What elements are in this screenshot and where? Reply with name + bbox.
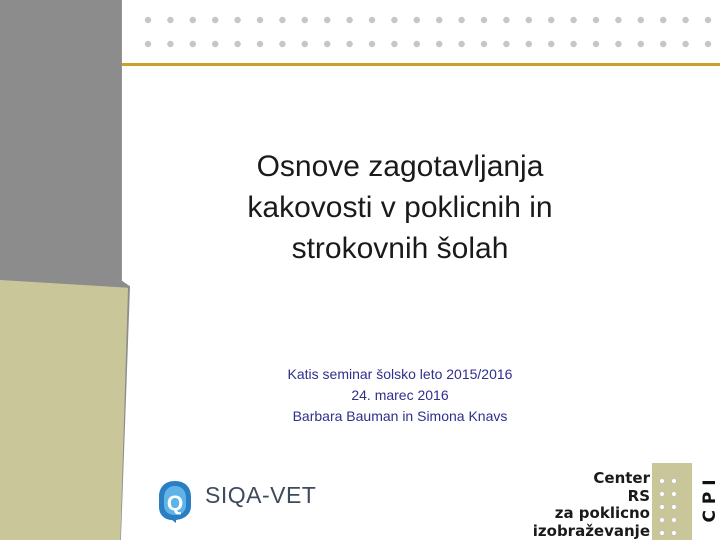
decor-dot: [190, 41, 196, 47]
decor-dot: [481, 17, 487, 23]
decor-dot: [190, 17, 196, 23]
decor-dot: [660, 17, 666, 23]
decor-dot: [682, 17, 688, 23]
slide-subtitle: [230, 364, 570, 427]
decor-dot: [167, 17, 173, 23]
decor-dot: [436, 17, 442, 23]
decor-dot: [660, 41, 666, 47]
decor-dot: [324, 17, 330, 23]
cpi-line: za poklicno: [554, 504, 650, 522]
left-olive-band: [0, 280, 128, 540]
title-line: Osnove zagotavljanja: [256, 150, 544, 183]
decor-dot: [526, 17, 532, 23]
slide-title: [180, 146, 620, 269]
decor-dot: [391, 41, 397, 47]
gold-rule: [122, 63, 720, 66]
top-dot-pattern: [136, 12, 720, 52]
decor-dot: [302, 17, 308, 23]
cpi-wordmark: [510, 470, 650, 540]
decor-dot: [369, 17, 375, 23]
decor-dot: [458, 17, 464, 23]
decor-dot: [324, 41, 330, 47]
decor-dot: [638, 41, 644, 47]
decor-dot: [257, 41, 263, 47]
decor-dot: [570, 41, 576, 47]
decor-dot: [615, 41, 621, 47]
decor-dot: [615, 17, 621, 23]
siqa-vet-logo: [158, 478, 328, 526]
cpi-line: Center: [593, 469, 650, 487]
decor-dot: [526, 41, 532, 47]
decor-dot: [145, 17, 151, 23]
decor-dot: [212, 17, 218, 23]
decor-dot: [570, 17, 576, 23]
decor-dot: [481, 41, 487, 47]
decor-dot: [234, 41, 240, 47]
decor-dot: [302, 41, 308, 47]
decor-dot: [548, 41, 554, 47]
decor-dot: [593, 17, 599, 23]
cpi-badge-icon: [652, 463, 720, 540]
decor-dot: [234, 17, 240, 23]
decor-dot: [682, 41, 688, 47]
svg-text:Q: Q: [166, 492, 184, 515]
subtitle-event: Katis seminar šolsko leto 2015/2016: [287, 366, 513, 382]
decor-dot: [346, 17, 352, 23]
decor-dot: [257, 17, 263, 23]
cpi-line: izobraževanje: [532, 521, 650, 540]
siqa-q-icon: [158, 480, 192, 524]
decor-dot: [705, 17, 711, 23]
decor-dot: [414, 41, 420, 47]
decor-dot: [638, 17, 644, 23]
decor-dot: [503, 41, 509, 47]
decor-dot: [458, 41, 464, 47]
decor-dot: [145, 41, 151, 47]
subtitle-date: 24. marec 2016: [351, 387, 449, 403]
decor-dot: [436, 41, 442, 47]
decor-dot: [503, 17, 509, 23]
decor-dot: [279, 41, 285, 47]
decor-dot: [414, 17, 420, 23]
cpi-badge-letters: C P I: [700, 479, 720, 523]
decor-dot: [167, 41, 173, 47]
cpi-line: RS: [627, 486, 650, 505]
decor-dot: [705, 41, 711, 47]
siqa-vet-wordmark: SIQA-VET: [205, 482, 317, 508]
title-line: kakovosti v poklicnih in: [247, 191, 553, 224]
decor-dot: [346, 41, 352, 47]
decor-dot: [593, 41, 599, 47]
decor-dot: [391, 17, 397, 23]
decor-dot: [548, 17, 554, 23]
decor-dot: [369, 41, 375, 47]
subtitle-authors: Barbara Bauman in Simona Knavs: [292, 408, 508, 424]
title-line: strokovnih šolah: [291, 232, 509, 265]
decor-dot: [279, 17, 285, 23]
decor-dot: [212, 41, 218, 47]
